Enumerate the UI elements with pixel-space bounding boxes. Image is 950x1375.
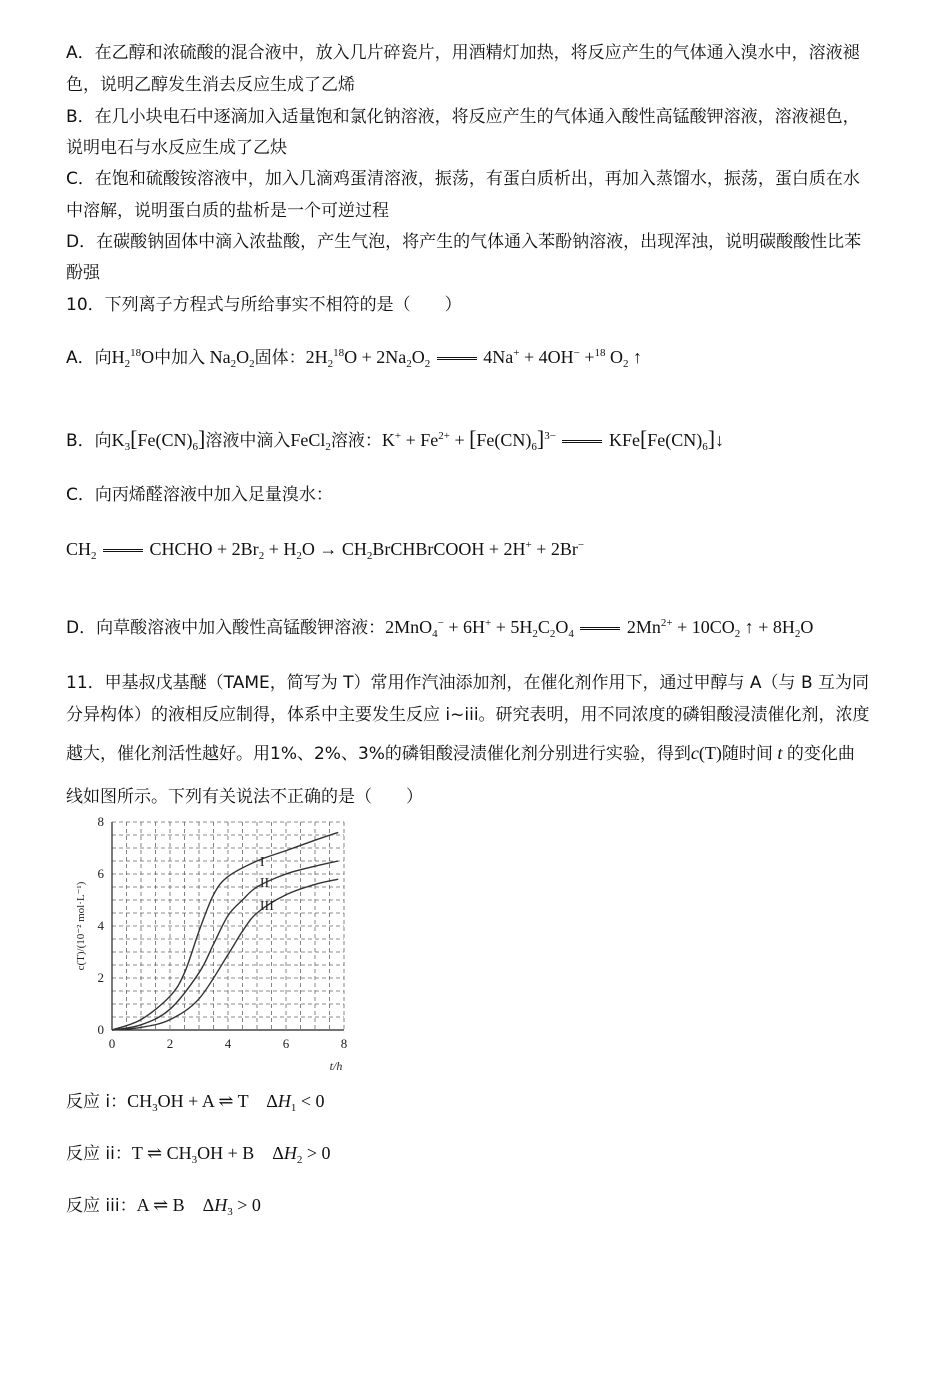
q10-option-d: D．向草酸溶液中加入酸性高锰酸钾溶液：$2MnO_4^- + 6H^+ + 5H_2C_2O_4$ $2Mn^{2+} + 10CO_2$ ↑ + $8H_2O$: [66, 617, 814, 639]
q10-option-a: A．向$H_2^{18}O$中加入 $Na_2O_2$固体：$2H_2^{18}O + 2Na_2O_2$ 4Na+ + 4OH− +$^{18}$ $O_2$ ↑: [66, 347, 643, 369]
series-label-III: III: [259, 899, 274, 915]
x-tick-label: 6: [282, 1036, 290, 1051]
x-tick-label: 0: [108, 1036, 116, 1051]
series-line-II: [112, 861, 338, 1030]
q11-stem-line3: 越大，催化剂活性越好。用1%、2%、3%的磷钼酸浸渍催化剂分别进行实验，得到c(T)随时间 t 的变化曲: [66, 743, 855, 764]
series-line-I: [112, 832, 338, 1030]
reaction-ii: 反应 ii：T ⇌ $CH_3OH + B$ $\Delta H_2 > 0$: [66, 1143, 331, 1165]
y-tick-label: 8: [97, 814, 104, 829]
q9-option-d-line1: D．在碳酸钠固体中滴入浓盐酸，产生气泡，将产生的气体通入苯酚钠溶液，出现浑浊，说明碳酸酸性比苯: [66, 232, 862, 252]
q9-option-a-line1: A．在乙醇和浓硫酸的混合液中，放入几片碎瓷片，用酒精灯加热，将反应产生的气体通入溴水中，溶液褪: [66, 43, 860, 63]
q11-stem-line4: 线如图所示。下列有关说法不正确的是（ ）: [66, 787, 423, 807]
x-axis-label: t/h: [329, 1059, 343, 1073]
y-tick-label: 0: [97, 1022, 104, 1037]
q11-stem-line2: 分异构体）的液相反应制得，体系中主要发生反应 i~iii。研究表明，用不同浓度的磷钼酸浸渍催化剂，浓度: [66, 705, 870, 725]
q9-option-d-line2: 酚强: [66, 263, 100, 283]
x-tick-label: 2: [166, 1036, 174, 1051]
y-axis-label: c(T)/(10⁻² mol·L⁻¹): [75, 881, 87, 971]
series-label-I: I: [259, 855, 265, 870]
q10-option-b: B．向$K_3[Fe(CN)_6]$溶液中滴入FeCl$_2$溶液：$K^+ + Fe^{2+} + [Fe(CN)_6]^{3-}$ $KFe[Fe(CN)_6]↓$: [66, 426, 725, 453]
q10-option-c-equation: $CH_2$ CHCHO + $2Br_2 + H_2O$ → $CH_2BrCHBrCOOH + 2H^+ + 2Br^-$: [66, 539, 585, 560]
q9-option-b-line1: B．在几小块电石中逐滴加入适量饱和氯化钠溶液，将反应产生的气体通入酸性高锰酸钾溶液，溶液褪色，: [66, 107, 860, 127]
reaction-i: 反应 i：$CH_3OH + A$ ⇌ T $\Delta H_1 < 0$: [66, 1091, 325, 1113]
series-label-II: II: [259, 875, 270, 891]
y-tick-label: 4: [97, 918, 104, 933]
x-tick-label: 8: [340, 1036, 348, 1051]
reaction-iii: 反应 iii：A ⇌ B $\Delta H_3 > 0$: [66, 1195, 261, 1217]
q9-option-c-line1: C．在饱和硫酸铵溶液中，加入几滴鸡蛋清溶液，振荡，有蛋白质析出，再加入蒸馏水，振荡，蛋白质在水: [66, 169, 860, 189]
q9-option-c-line2: 中溶解，说明蛋白质的盐析是一个可逆过程: [66, 201, 389, 221]
concentration-time-chart: [62, 812, 352, 1077]
y-tick-label: 2: [97, 970, 104, 985]
y-tick-label: 6: [97, 866, 104, 881]
q9-option-b-line2: 说明电石与水反应生成了乙炔: [66, 138, 287, 158]
q9-option-a-line2: 色，说明乙醇发生消去反应生成了乙烯: [66, 75, 355, 95]
q11-stem-line1: 11．甲基叔戊基醚（TAME，简写为 T）常用作汽油添加剂，在催化剂作用下，通过甲醇与 A（与 B 互为同: [66, 673, 870, 693]
q10-option-c: C．向丙烯醛溶液中加入足量溴水：: [66, 485, 333, 505]
x-tick-label: 4: [224, 1036, 232, 1051]
q10-stem: 10．下列离子方程式与所给事实不相符的是（ ）: [66, 295, 462, 315]
series-line-III: [112, 879, 338, 1030]
